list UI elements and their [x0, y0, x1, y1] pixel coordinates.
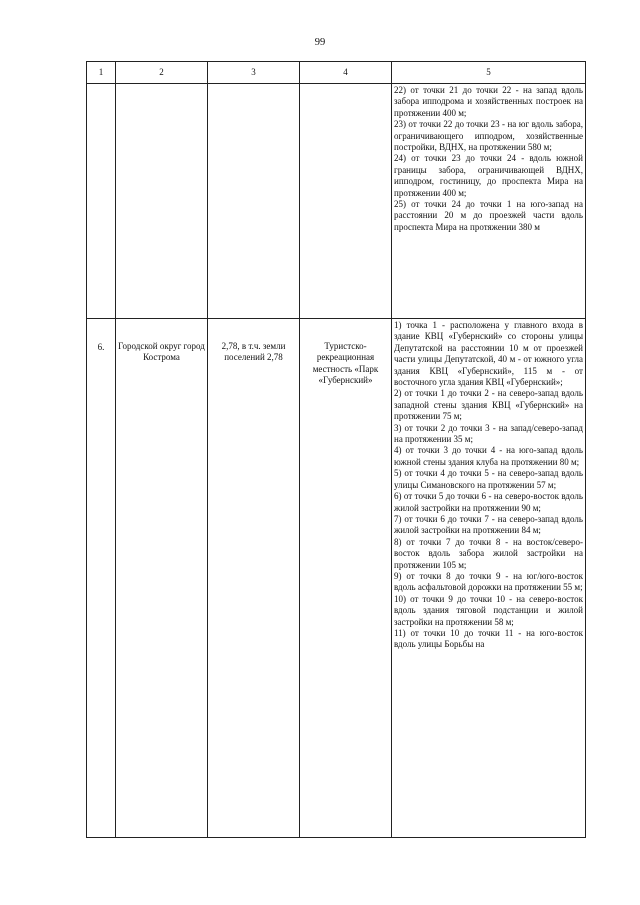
name-cell: Туристско-рекреационная местность «Парк «Губернский»	[300, 319, 392, 838]
municipality-cell: Городской округ город Кострома	[116, 319, 208, 838]
boundary-description-cell	[392, 319, 586, 838]
boundary-line: 10) от точки 9 до точки 10 - на северо-восток вдоль здания тяговой подстанции и жилой застройки на протяжении 58 м;	[394, 593, 583, 627]
area-cell: 2,78, в т.ч. земли поселений 2,78	[208, 319, 300, 838]
boundary-line: 23) от точки 22 до точки 23 - на юг вдоль забора, ограничивающего ипподром, хозяйственные постройки, ВДНХ, на протяжении 580 м;	[394, 119, 583, 153]
boundary-line: 9) от точки 8 до точки 9 - на юг/юго-восток вдоль асфальтовой дорожки на протяжении 55 м;	[394, 570, 583, 593]
boundary-table	[86, 61, 586, 838]
column-header: 3	[208, 62, 300, 84]
boundary-line: 3) от точки 2 до точки 3 - на запад/северо-запад на протяжении 35 м;	[394, 422, 583, 445]
table-row	[87, 319, 586, 838]
table-header-row	[87, 62, 586, 84]
column-header: 5	[392, 62, 586, 84]
boundary-line: 11) от точки 10 до точки 11 - на юго-восток вдоль улицы Борьбы на	[394, 627, 583, 650]
area-cell	[208, 84, 300, 319]
boundary-line: 1) точка 1 - расположена у главного входа в здание КВЦ «Губернский» со стороны улицы Депутатской на расстоянии 10 м от проезжей части улицы Депутатской, 40 м - от южного угла здания КВЦ «Губернский», 115 м - от восточного угла здания КВЦ «Губернский»;	[394, 320, 583, 388]
column-header: 2	[116, 62, 208, 84]
column-header: 1	[87, 62, 116, 84]
row-number-cell: 6.	[87, 319, 116, 838]
boundary-line: 7) от точки 6 до точки 7 - на северо-запад вдоль жилой застройки на протяжении 84 м;	[394, 513, 583, 536]
boundary-line: 6) от точки 5 до точки 6 - на северо-восток вдоль жилой застройки на протяжении 90 м;	[394, 491, 583, 513]
municipality-cell	[116, 84, 208, 319]
page-number: 99	[314, 37, 326, 48]
boundary-line: 22) от точки 21 до точки 22 - на запад вдоль забора ипподрома и хозяйственных построек на протяжении 400 м;	[394, 85, 583, 118]
boundary-line: 4) от точки 3 до точки 4 - на юго-запад вдоль южной стены здания клуба на протяжении 80 м;	[394, 445, 583, 467]
boundary-line: 25) от точки 24 до точки 1 на юго-запад на расстоянии 20 м до проезжей части вдоль проспекта Мира на протяжении 380 м	[394, 199, 583, 232]
table-row	[87, 84, 586, 319]
row-number-cell	[87, 84, 116, 319]
boundary-line: 5) от точки 4 до точки 5 - на северо-запад вдоль улицы Симановского на протяжении 57 м;	[394, 468, 583, 490]
boundary-line: 2) от точки 1 до точки 2 - на северо-запад вдоль западной стены здания КВЦ «Губернский» на протяжении 75 м;	[394, 388, 583, 422]
boundary-line: 24) от точки 23 до точки 24 - вдоль южной границы забора, ограничивающей ВДНХ, ипподром, гостиницу, до проспекта Мира на протяжении 400 м;	[394, 153, 583, 198]
name-cell	[300, 84, 392, 319]
column-header: 4	[300, 62, 392, 84]
boundary-description-cell	[392, 84, 586, 319]
boundary-line: 8) от точки 7 до точки 8 - на восток/северо-восток вдоль забора жилой застройки на протяжении 105 м;	[394, 536, 583, 570]
